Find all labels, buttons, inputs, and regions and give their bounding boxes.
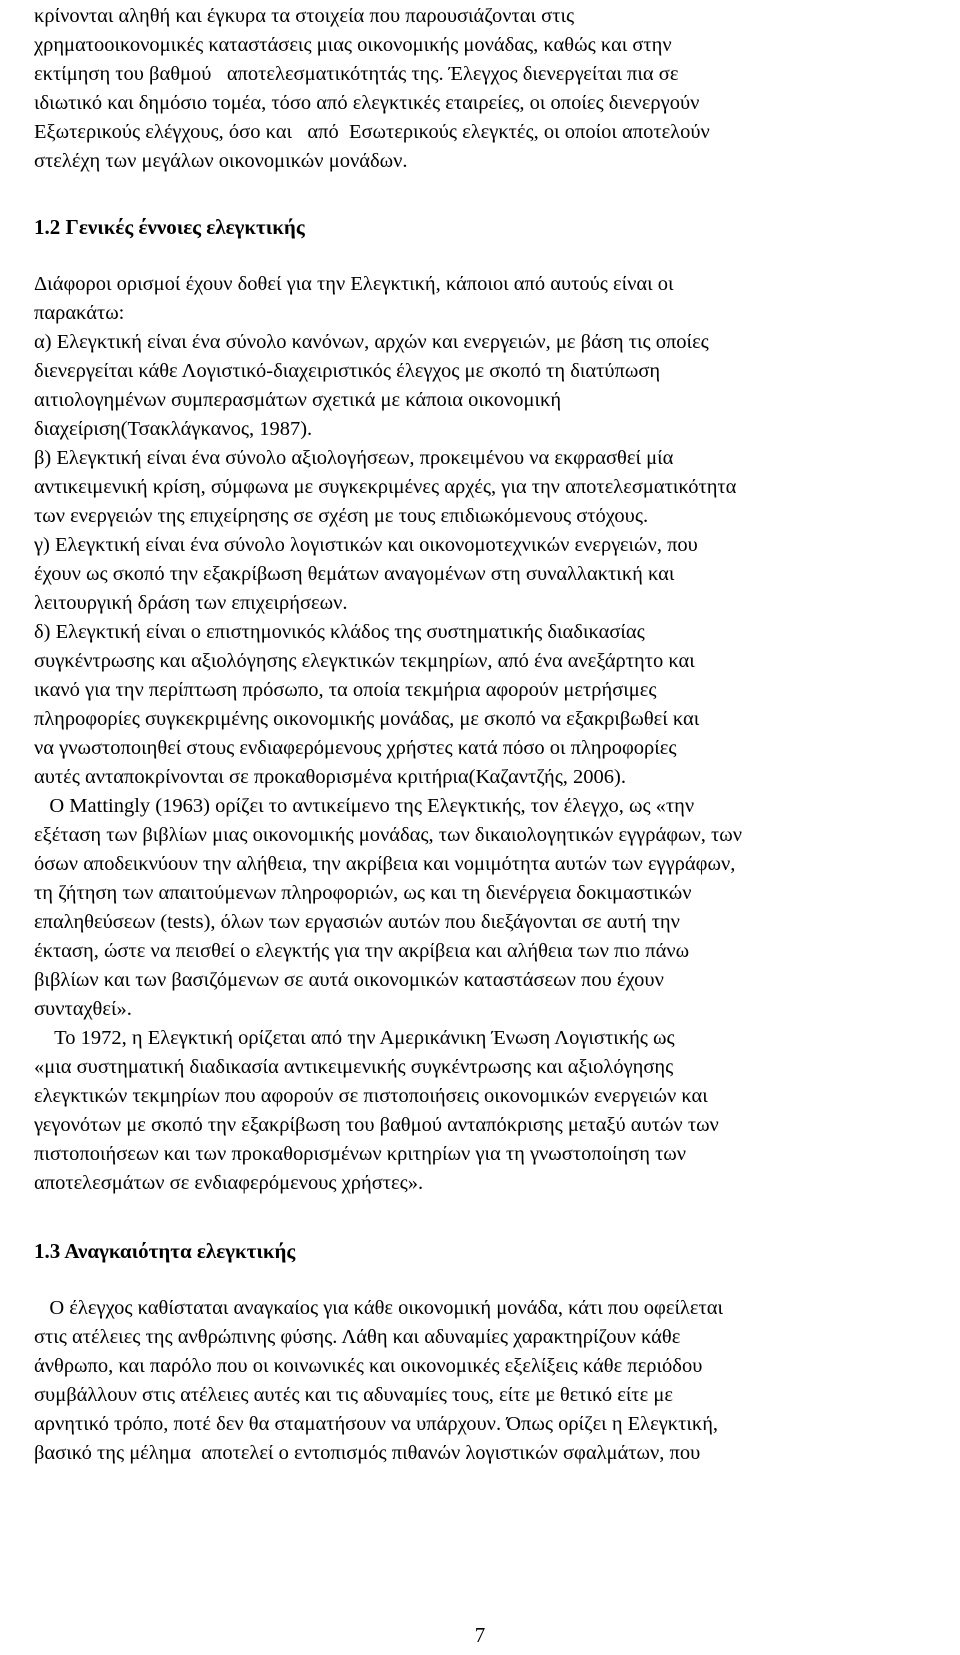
body-line: «μια συστηματική διαδικασία αντικειμενικής συγκέντρωσης και αξιολόγησης <box>34 1056 674 1078</box>
body-line: αρνητικό τρόπο, ποτέ δεν θα σταματήσουν να υπάρχουν. Όπως ορίζει η Ελεγκτική, <box>34 1413 719 1435</box>
body-line: να γνωστοποιηθεί στους ενδιαφερόμενους χρήστες κατά πόσο οι πληροφορίες <box>34 737 677 759</box>
intro-line: εκτίμηση του βαθμού αποτελεσματικότητάς της. Έλεγχος διενεργείται πια σε <box>34 63 679 85</box>
body-line: Ο Mattingly (1963) ορίζει το αντικείμενο της Ελεγκτικής, τον έλεγχο, ως «την <box>34 795 695 817</box>
body-line: ικανό για την περίπτωση πρόσωπο, τα οποία τεκμήρια αφορούν μετρήσιμες <box>34 679 657 701</box>
body-line: δ) Ελεγκτική είναι ο επιστημονικός κλάδος της συστηματικής διαδικασίας <box>34 621 645 643</box>
section-heading-1-2: 1.2 Γενικές έννοιες ελεγκτικής <box>34 215 305 239</box>
body-line: βιβλίων και των βασιζόμενων σε αυτά οικονομικών καταστάσεων που έχουν <box>34 969 664 991</box>
body-line: αποτελεσμάτων σε ενδιαφερόμενους χρήστες». <box>34 1172 424 1194</box>
intro-line: κρίνονται αληθή και έγκυρα τα στοιχεία που παρουσιάζονται στις <box>34 5 575 27</box>
body-line: γ) Ελεγκτική είναι ένα σύνολο λογιστικών και οικονομοτεχνικών ενεργειών, που <box>34 534 698 556</box>
body-line: αυτές ανταποκρίνονται σε προκαθορισμένα κριτήρια(Καζαντζής, 2006). <box>34 766 627 788</box>
body-line: πιστοποιήσεων και των προκαθορισμένων κριτηρίων για τη γνωστοποίηση των <box>34 1143 687 1165</box>
body-line: Διάφοροι ορισμοί έχουν δοθεί για την Ελεγκτική, κάποιοι από αυτούς είναι οι <box>34 273 674 295</box>
body-line: συμβάλλουν στις ατέλειες αυτές και τις αδυναμίες τους, είτε με θετικό είτε με <box>34 1384 673 1406</box>
body-line: άνθρωπο, και παρόλο που οι κοινωνικές και οικονομικές εξελίξεις κάθε περιόδου <box>34 1355 703 1377</box>
body-line: διενεργείται κάθε Λογιστικό-διαχειριστικός έλεγχος με σκοπό τη διατύπωση <box>34 360 661 382</box>
body-line: α) Ελεγκτική είναι ένα σύνολο κανόνων, αρχών και ενεργειών, με βάση τις οποίες <box>34 331 709 353</box>
body-line: συνταχθεί». <box>34 998 132 1020</box>
body-line: εξέταση των βιβλίων μιας οικονομικής μονάδας, των δικαιολογητικών εγγράφων, των <box>34 824 743 846</box>
body-line: όσων αποδεικνύουν την αλήθεια, την ακρίβεια και νομιμότητα αυτών των εγγράφων, <box>34 853 736 875</box>
body-line: συγκέντρωσης και αξιολόγησης ελεγκτικών τεκμηρίων, από ένα ανεξάρτητο και <box>34 650 695 672</box>
intro-line: Εξωτερικούς ελέγχους, όσο και από Εσωτερικούς ελεγκτές, οι οποίοι αποτελούν <box>34 121 710 143</box>
page-number: 7 <box>474 1623 486 1647</box>
body-line: Το 1972, η Ελεγκτική ορίζεται από την Αμερικάνικη Ένωση Λογιστικής ως <box>34 1027 675 1049</box>
body-line: τη ζήτηση των απαιτούμενων πληροφοριών, ως και τη διενέργεια δοκιμαστικών <box>34 882 692 904</box>
body-line: των ενεργειών της επιχείρησης σε σχέση με τους επιδιωκόμενους στόχους. <box>34 505 649 527</box>
intro-line: χρηματοοικονομικές καταστάσεις μιας οικονομικής μονάδας, καθώς και στην <box>34 34 672 56</box>
body-line: έκταση, ώστε να πεισθεί ο ελεγκτής για την ακρίβεια και αλήθεια των πιο πάνω <box>34 940 690 962</box>
body-line: έχουν ως σκοπό την εξακρίβωση θεμάτων αναγομένων στη συναλλακτική και <box>34 563 675 585</box>
body-line: επαληθεύσεων (tests), όλων των εργασιών αυτών που διεξάγονται σε αυτή την <box>34 911 680 933</box>
intro-line: στελέχη των μεγάλων οικονομικών μονάδων. <box>34 150 408 172</box>
body-line: αντικειμενική κρίση, σύμφωνα με συγκεκριμένες αρχές, για την αποτελεσματικότητα <box>34 476 737 498</box>
body-line: αιτιολογημένων συμπερασμάτων σχετικά με κάποια οικονομική <box>34 389 562 411</box>
body-line: λειτουργική δράση των επιχειρήσεων. <box>34 592 348 614</box>
intro-line: ιδιωτικό και δημόσιο τομέα, τόσο από ελεγκτικές εταιρείες, οι οποίες διενεργούν <box>34 92 700 114</box>
body-line: γεγονότων με σκοπό την εξακρίβωση του βαθμού ανταπόκρισης μεταξύ αυτών των <box>34 1114 719 1136</box>
body-line: διαχείριση(Τσακλάγκανος, 1987). <box>34 418 313 440</box>
body-line: β) Ελεγκτική είναι ένα σύνολο αξιολογήσεων, προκειμένου να εκφρασθεί μία <box>34 447 674 469</box>
body-line: Ο έλεγχος καθίσταται αναγκαίος για κάθε οικονομική μονάδα, κάτι που οφείλεται <box>34 1297 724 1319</box>
body-line: στις ατέλειες της ανθρώπινης φύσης. Λάθη και αδυναμίες χαρακτηρίζουν κάθε <box>34 1326 681 1348</box>
body-line: ελεγκτικών τεκμηρίων που αφορούν σε πιστοποιήσεις οικονομικών ενεργειών και <box>34 1085 708 1107</box>
body-line: πληροφορίες συγκεκριμένης οικονομικής μονάδας, με σκοπό να εξακριβωθεί και <box>34 708 700 730</box>
body-line: παρακάτω: <box>34 302 125 324</box>
section-heading-1-3: 1.3 Αναγκαιότητα ελεγκτικής <box>34 1239 296 1263</box>
body-line: βασικό της μέλημα αποτελεί ο εντοπισμός πιθανών λογιστικών σφαλμάτων, που <box>34 1442 701 1464</box>
